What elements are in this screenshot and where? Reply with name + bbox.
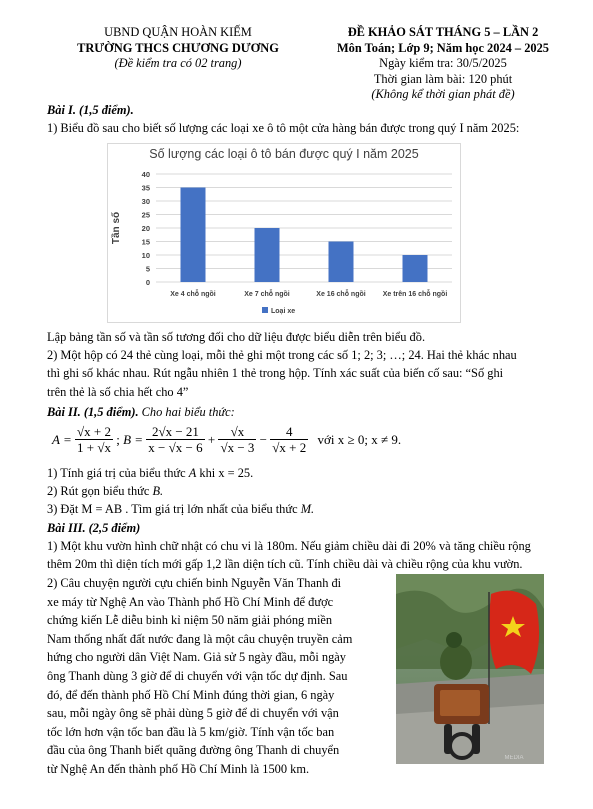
svg-text:MEDIA: MEDIA [504, 755, 524, 761]
part3-q2-line: đó, để đến thành phố Hồ Chí Minh đúng thời gian, 6 ngày [47, 687, 335, 702]
B2-denominator: √x − 3 [220, 440, 255, 455]
A-numerator: √x + 2 [76, 424, 111, 439]
y-tick-label: 40 [141, 170, 150, 179]
part3-q1-line1: 1) Một khu vườn hình chữ nhật có chu vi là 180m. Nếu giảm chiều dài đi 20% và tăng chiều rộng [47, 539, 531, 554]
chart-svg [108, 144, 460, 322]
chart-title: Số lượng các loại ô tô bán được quý I năm 2025 [149, 147, 419, 161]
duration-note: (Không kể thời gian phát đề) [371, 87, 515, 101]
part3-q2-line: sau, mỗi ngày ông sẽ phải dùng 5 giờ để di chuyển với vận [47, 706, 339, 721]
part1-q2-line3: trên thẻ là số chia hết cho 4” [47, 384, 189, 399]
part2-q1 [47, 464, 567, 482]
plus-sign: + [207, 431, 216, 447]
B2-numerator: √x [218, 424, 256, 440]
y-tick-label: 30 [141, 197, 150, 206]
y-tick-label: 5 [145, 264, 150, 274]
district-name: UBND QUẬN HOÀN KIẾM [104, 25, 252, 39]
part2-q3-var: M. [300, 502, 315, 517]
part3-q2-line: tốc lớn hơn vận tốc ban đầu là 5 km/giờ. Tính vận tốc ban [47, 724, 335, 739]
A-denominator: 1 + √x [76, 440, 111, 455]
y-tick-label: 35 [141, 183, 150, 193]
part2-q2-text: 2) Rút gọn biểu thức [47, 484, 153, 499]
part2-questions [47, 464, 567, 519]
y-tick-label: 0 [145, 278, 150, 287]
x-tick-label: Xe 4 chỗ ngồi [170, 291, 216, 298]
part1-header [47, 101, 567, 137]
part2-q3 [47, 500, 567, 518]
bar [329, 242, 354, 283]
x-tick-label: Xe trên 16 chỗ ngồi [382, 291, 448, 298]
y-tick-label: 20 [141, 224, 150, 233]
part3-q2-line: từ Nghệ An đến thành phố Hồ Chí Minh là 1500 km. [47, 761, 310, 776]
A-fraction [75, 424, 113, 455]
exam-date: Ngày kiểm tra: 30/5/2025 [379, 56, 507, 70]
exam-duration: Thời gian làm bài: 120 phút [373, 71, 513, 86]
part3-q2-line: hứng cho người dân Việt Nam. Giả sử 5 ngày đầu, mỗi ngày [47, 650, 346, 665]
part2-intro [47, 403, 567, 421]
exam-header [318, 25, 568, 103]
part1-table-task: Lập bảng tần số và tần số tương đối cho dữ liệu được biểu diễn trên biểu đồ. [47, 330, 426, 344]
part3-title: Bài III. (2,5 điểm) [47, 521, 141, 535]
part3-q2-line: 2) Câu chuyện người cựu chiến binh Nguyễn Văn Thanh đi [47, 576, 342, 590]
B-fraction-1 [146, 424, 204, 455]
part1-q2-line1: 2) Một hộp có 24 thẻ cùng loại, mỗi thẻ ghi một trong các số 1; 2; 3; …; 24. Hai thẻ khác nhau [47, 348, 517, 363]
part2-title: Bài II. (1,5 điểm). [47, 405, 139, 419]
part2-q2-var: B. [152, 484, 164, 499]
subject-line: Môn Toán; Lớp 9; Năm học 2024 – 2025 [336, 40, 550, 55]
legend-label: Loại xe [271, 308, 296, 315]
part3-q2-line: ông Thanh dùng 3 giờ để di chuyển với vận tốc dự định. Sau [47, 668, 348, 683]
expressions [52, 424, 572, 464]
y-tick-label: 25 [141, 210, 150, 220]
bar [181, 188, 206, 283]
part1-q1: 1) Biểu đồ sau cho biết số lượng các loại xe ô tô một cửa hàng bán được trong quý I năm 2025: [47, 121, 520, 136]
part2-header [47, 403, 567, 421]
x-tick-label: Xe 7 chỗ ngồi [244, 291, 290, 298]
part3 [47, 519, 567, 574]
part2-title-rest: Cho hai biểu thức: [138, 405, 235, 419]
bar-chart [107, 143, 461, 323]
B1-denominator: x − √x − 6 [148, 440, 203, 455]
B-fraction-3 [270, 424, 308, 455]
part1-title: Bài I. (1,5 điểm). [47, 103, 134, 117]
page-count-note: (Đề kiểm tra có 02 trang) [114, 56, 242, 70]
bar [403, 255, 428, 282]
bar [255, 228, 280, 282]
part3-q2-line: chứng kiến Lễ diễu binh kỉ niệm 50 năm giải phóng miền [47, 613, 333, 628]
part2-q1-text: 1) Tính giá trị của biểu thức [47, 466, 189, 480]
part3-q2 [47, 574, 392, 779]
part1-q2-line2: thì ghi số khác nhau. Rút ngẫu nhiên 1 thẻ trong hộp. Tính xác suất của biến cố sau: “Số ghi [47, 366, 504, 381]
veteran-motorbike-photo [396, 574, 544, 764]
minus-sign: − [259, 431, 268, 447]
x-tick-label: Xe 16 chỗ ngồi [316, 291, 366, 298]
B-label: B = [123, 431, 144, 447]
y-tick-label: 15 [141, 237, 150, 247]
part3-q2-line: Nam thống nhất đất nước đang là một câu chuyện truyền cảm [47, 631, 353, 646]
A-label: A = [52, 431, 72, 447]
y-axis-label: Tần số [111, 211, 122, 245]
school-header [58, 25, 298, 72]
B-fraction-2 [218, 424, 256, 455]
part2-q1-value: khi x = 25. [196, 466, 254, 480]
B1-numerator: 2√x − 21 [146, 424, 204, 440]
B3-numerator: 4 [270, 424, 308, 440]
separator: ; [116, 431, 120, 447]
photo-illustration [396, 574, 544, 764]
y-tick-label: 10 [141, 251, 150, 260]
exam-title: ĐỀ KHẢO SÁT THÁNG 5 – LẦN 2 [347, 25, 539, 39]
part3-q1-line2: thêm 20m thì diện tích mới gấp 1,2 lần diện tích cũ. Tính chiều dài và chiều rộng của khu vườn. [47, 557, 523, 572]
school-name: TRƯỜNG THCS CHƯƠNG DƯƠNG [77, 40, 279, 55]
part2-q1-var: A [188, 466, 197, 480]
part3-q2-line: xe máy từ Nghệ An vào Thành phố Hồ Chí Minh để được [47, 594, 334, 609]
part3-q2-line: đầu của ông Thanh biết quãng đường ông Thanh di chuyển [47, 743, 340, 758]
part2-q2 [47, 482, 567, 500]
domain-condition: với x ≥ 0; x ≠ 9. [317, 431, 402, 447]
part1-body [47, 328, 567, 401]
legend-swatch [262, 307, 268, 313]
B3-denominator: √x + 2 [272, 440, 307, 455]
part2-q3-text: 3) Đặt M = AB . Tìm giá trị lớn nhất của biểu thức [47, 502, 301, 517]
